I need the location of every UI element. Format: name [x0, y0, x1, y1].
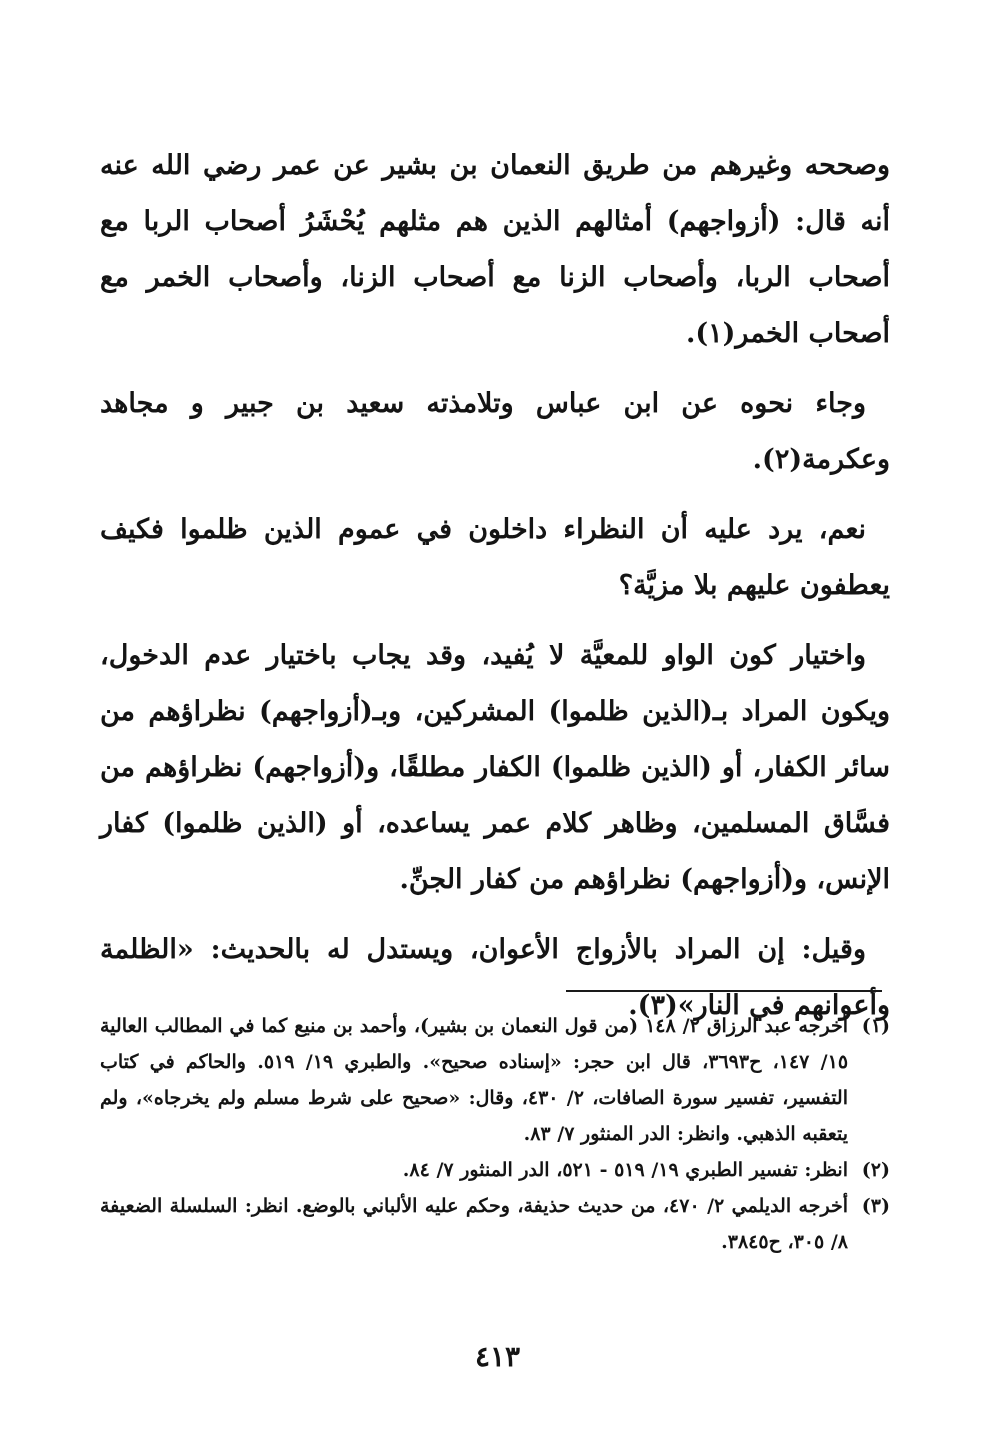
- footnote-2: [100, 1152, 890, 1188]
- paragraph-4: واختيار كون الواو للمعيَّة لا يُفيد، وقد يجاب باختيار عدم الدخول، ويكون المراد بـ(الذين ظلموا) المشركين، وبـ(أزواجهم) نظراؤهم من سائر الكفار، أو (الذين ظلموا) الكفار مطلقًا، و(أزواجهم) نظراؤهم من فسَّاق المسلمين، وظاهر كلام عمر يساعده، أو (الذين ظلموا) كفار الإنس، و(أزواجهم) نظراؤهم من كفار الجنِّ.: [100, 640, 890, 895]
- page-number: ٤١٣: [474, 1340, 521, 1373]
- footnote-text: أخرجه الديلمي ٢/ ٤٧٠، من حديث حذيفة، وحكم عليه الألباني بالوضع. انظر: السلسلة الضعيفة ٨/ ٣٠٥، ح٣٨٤٥.: [100, 1195, 848, 1253]
- paragraph-2: وجاء نحوه عن ابن عباس وتلامذته سعيد بن جبير و مجاهد وعكرمة(٢).: [100, 388, 890, 475]
- footnote-number: (٢): [861, 1159, 890, 1181]
- paragraph-3: نعم، يرد عليه أن النظراء داخلون في عموم الذين ظلموا فكيف يعطفون عليهم بلا مزيَّة؟: [100, 514, 890, 601]
- paragraph-5: وقيل: إن المراد بالأزواج الأعوان، ويستدل له بالحديث: «الظلمة وأعوانهم في النار»(٣).: [100, 934, 890, 1021]
- footnotes: [100, 1008, 890, 1260]
- footnote-number: (٣): [861, 1195, 890, 1217]
- footnote-1: [100, 1008, 890, 1152]
- footnote-number: (١): [861, 1015, 890, 1037]
- main-text-body: [100, 138, 890, 1048]
- paragraph-1: وصححه وغيرهم من طريق النعمان بن بشير عن عمر رضي الله عنه أنه قال: (أزواجهم) أمثالهم الذين هم مثلهم يُحْشَرُ أصحاب الربا مع أصحاب الربا، وأصحاب الزنا مع أصحاب الزنا، وأصحاب الخمر مع أصحاب الخمر(١).: [100, 150, 890, 349]
- footnote-divider: [566, 990, 882, 992]
- footnote-3: [100, 1188, 890, 1260]
- footnote-text: انظر: تفسير الطبري ١٩/ ٥١٩ - ٥٢١، الدر المنثور ٧/ ٨٤.: [402, 1159, 848, 1181]
- footnote-text: أخرجه عبد الرزاق ٢/ ١٤٨ (من قول النعمان بن بشير)، وأحمد بن منيع كما في المطالب العالية ١٥/ ١٤٧، ح٣٦٩٣، قال ابن حجر: «إسناده صحيح». والطبري ١٩/ ٥١٩. والحاكم في كتاب التفسير، تفسير سورة الصافات، ٢/ ٤٣٠، وقال: «صحيح على شرط مسلم ولم يخرجاه»، ولم يتعقبه الذهبي. وانظر: الدر المنثور ٧/ ٨٣.: [100, 1015, 849, 1145]
